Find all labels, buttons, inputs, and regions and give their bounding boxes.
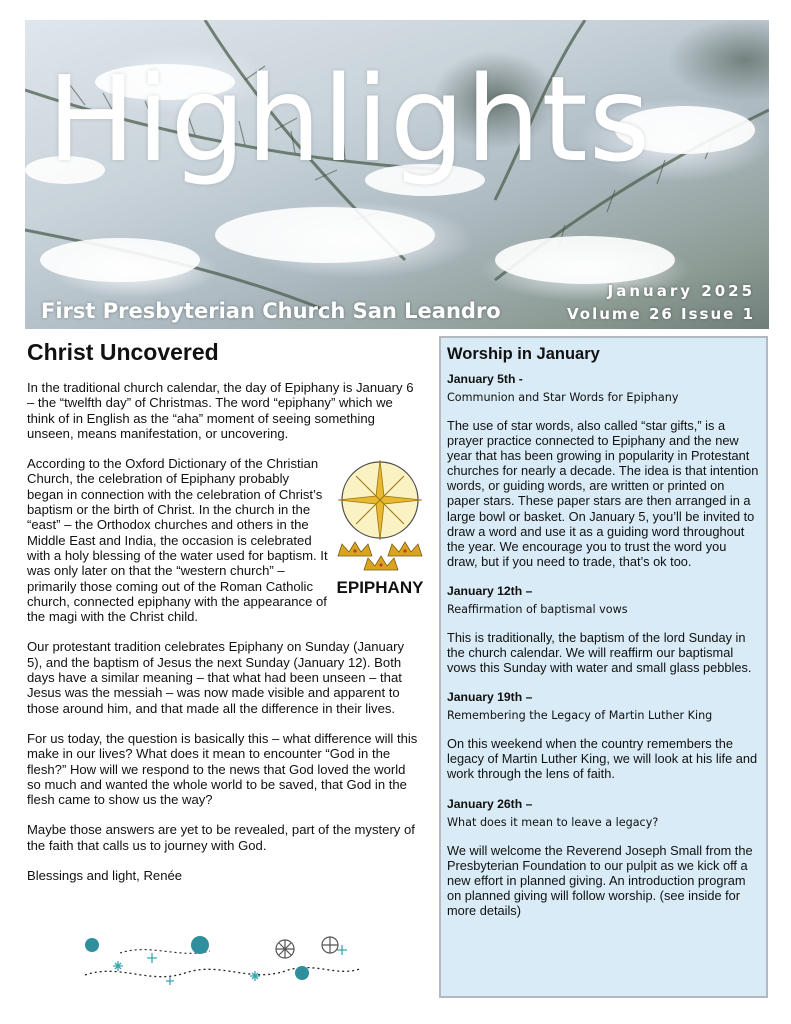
event-description: We will welcome the Reverend Joseph Small from the Presbyterian Foundation to our pulpit as we kick off a new effort in planned giving. An introduction program on planned giving will follow worship. (see inside for more details): [447, 842, 753, 918]
sidebar-heading: Worship in January: [447, 345, 600, 363]
event-description: This is traditionally, the baptism of the lord Sunday in the church calendar. We will reaffirm our baptismal vows this Sunday with water and small glass pebbles.: [447, 629, 752, 676]
event-date: January 5th -: [447, 372, 523, 386]
main-article: [27, 338, 424, 889]
worship-event: [447, 372, 760, 569]
epiphany-star-crowns-illustration: [334, 458, 426, 604]
newsletter-title: Highlights: [47, 50, 652, 188]
worship-event: [447, 797, 760, 918]
event-date: January 19th –: [447, 690, 533, 705]
article-heading: Christ Uncovered: [27, 339, 219, 365]
event-date: January 26th –: [447, 796, 533, 811]
article-signoff: Blessings and light, Renée: [27, 868, 183, 884]
article-paragraph: According to the Oxford Dictionary of the Christian Church, the celebration of Epiphany probably began in connection with the celebration of Christ’s baptism or the birth of Christ. In the church in the “east” – the Orthodox churches and others in the Middle East and India, the occasion is celebrated with a holy blessing of the water used for baptism. It was only later on that the “western church” – primarily those coming out of the Roman Catholic church, connected epiphany with the appearance of the magi with the Christ child.: [27, 456, 328, 625]
event-title: Communion and Star Words for Epiphany: [447, 391, 679, 404]
event-title: Remembering the Legacy of Martin Luther King: [447, 709, 713, 723]
article-paragraph: In the traditional church calendar, the day of Epiphany is January 6 – the “twelfth day” of Christmas. The word “epiphany” which we think of in English as the “aha” moment of seeing something unseen, means manifestation, or uncovering.: [27, 380, 414, 441]
worship-sidebar: [439, 336, 768, 998]
issue-volume: Volume 26 Issue 1: [567, 305, 755, 323]
event-title: What does it mean to leave a legacy?: [447, 815, 659, 829]
church-name: First Presbyterian Church San Leandro: [41, 299, 501, 323]
snowflake-divider-illustration: [80, 933, 365, 993]
event-title: Reaffirmation of baptismal vows: [447, 602, 628, 616]
worship-event: [447, 690, 760, 781]
worship-event: [447, 584, 760, 675]
epiphany-label: EPIPHANY: [336, 578, 424, 598]
article-paragraph: Our protestant tradition celebrates Epiphany on Sunday (January 5), and the baptism of Jesus the next Sunday (January 12). Both days have a similar meaning – that what had been unseen – that Jesus was the messiah – was now made visible and apparent to those around him, and that made all the difference in their lives.: [27, 639, 405, 716]
article-paragraph: Maybe those answers are yet to be revealed, part of the mystery of the faith that calls us to journey with God.: [27, 822, 415, 853]
article-paragraph: For us today, the question is basically this – what difference will this make in our lives? What does it mean to encounter “God in the flesh?” How will we respond to the news that God loved the world so much and wanted the whole world to be saved, that God in the flesh came to show us the way?: [27, 730, 418, 808]
issue-date: January 2025: [607, 282, 755, 300]
masthead-banner: [25, 20, 769, 329]
event-description: On this weekend when the country remembers the legacy of Martin Luther King, we will look at his life and work through the lens of faith.: [447, 736, 758, 782]
event-description: The use of star words, also called “star gifts,” is a prayer practice connected to Epiphany and the new year that has been growing in popularity in Protestant churches for nearly a decade. The idea is that intention words, or guiding words, are written or printed on paper stars. These paper stars are then arranged in a large bowl or basket. On January 5, you’ll be invited to draw a word and use it as a guiding word throughout the year. We encourage you to trust the word you draw, but if you need to trade, that’s ok too.: [447, 418, 759, 569]
event-date: January 12th –: [447, 583, 533, 598]
